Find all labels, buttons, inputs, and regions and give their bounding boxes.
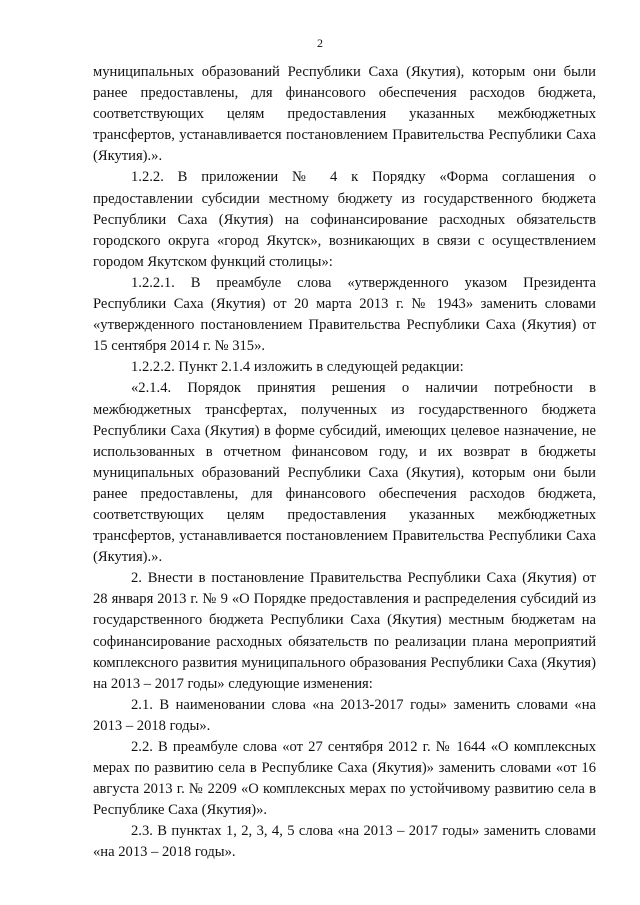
paragraph-2-3: 2.3. В пунктах 1, 2, 3, 4, 5 слова «на 2013 – 2017 годы» заменить словами «на 2013 – 2018 годы». [93, 823, 596, 861]
paragraph-continuation: муниципальных образований Республики Саха (Якутия), которым они были ранее предоставлены, для финансового обеспечения расходов бюджета, соответствующих целям предоставления указанных межбюджетных трансфертов, устанавливается постановлением Правительства Республики Саха (Якутия).». [93, 64, 596, 165]
paragraph-2-1: 2.1. В наименовании слова «на 2013-2017 годы» заменить словами «на 2013 – 2018 годы». [93, 696, 596, 734]
paragraph-1-2-2-1: 1.2.2.1. В преамбуле слова «утвержденного указом Президента Республики Саха (Якутия) от 20 марта 2013 г. № 1943» заменить словами «утвержденного постановлением Правительства Республики Саха (Якутия) от 15 сентября 2014 г. № 315». [93, 274, 596, 355]
paragraph-1-2-2: 1.2.2. В приложении № 4 к Порядку «Форма соглашения о предоставлении субсидии местному бюджету из государственного бюджета Республики Саха (Якутия) на софинансирование расходных обязательств городского округа «город Якутск», возникающих в связи с осуществлением городом Якутском функций столицы»: [93, 169, 596, 270]
paragraph-2-1-4-quote: «2.1.4. Порядок принятия решения о наличии потребности в межбюджетных трансфертах, полученных из государственного бюджета Республики Саха (Якутия) в форме субсидий, имеющих целевое назначение, не использованных в отчетном финансовом году, и их возврат в бюджеты муниципальных образований Республики Саха (Якутия), которым они были ранее предоставлены, для финансового обеспечения расходов бюджета, соответствующих целям предоставления указанных межбюджетных трансфертов, устанавливается постановлением Правительства Республики Саха (Якутия).». [93, 380, 596, 566]
paragraph-2-2: 2.2. В преамбуле слова «от 27 сентября 2012 г. № 1644 «О комплексных мерах по развитию села в Республике Саха (Якутия)» заменить словами «от 16 августа 2013 г. № 2209 «О комплексных мерах по устойчивому развитию села в Республике Саха (Якутия)». [93, 739, 596, 819]
document-body [93, 62, 596, 864]
paragraph-1-2-2-2: 1.2.2.2. Пункт 2.1.4 изложить в следующей редакции: [131, 359, 464, 376]
paragraph-2: 2. Внести в постановление Правительства Республики Саха (Якутия) от 28 января 2013 г. № 9 «О Порядке предоставления и распределения субсидий из государственного бюджета Республики Саха (Якутия) местным бюджетам на софинансирование расходных обязательств по реализации плана мероприятий комплексного развития муниципального образования Республики Саха (Якутия) на 2013 – 2017 годы» следующие изменения: [93, 570, 596, 692]
page-number: 2 [317, 36, 323, 50]
